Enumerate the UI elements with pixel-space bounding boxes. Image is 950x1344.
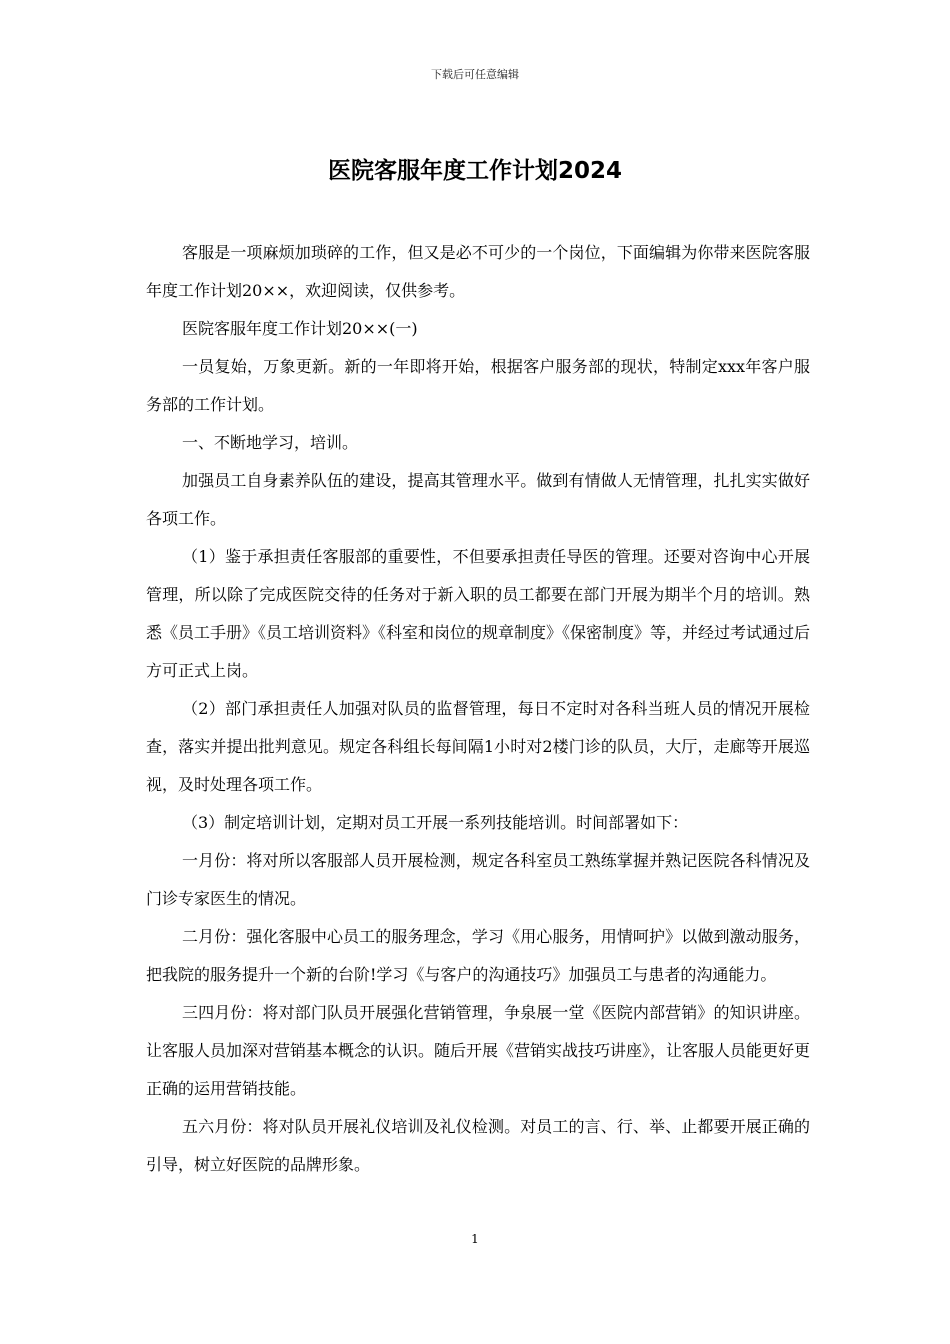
paragraph: （3）制定培训计划，定期对员工开展一系列技能培训。时间部署如下： xyxy=(182,813,689,832)
paragraph: 客服是一项麻烦加琐碎的工作，但又是必不可少的一个岗位，下面编辑为你带来医院客服年度工作计划20××，欢迎阅读，仅供参考。 xyxy=(146,243,810,300)
paragraph: 一、不断地学习，培训。 xyxy=(182,433,359,452)
paragraph: （2）部门承担责任人加强对队员的监督管理，每日不定时对各科当班人员的情况开展检查，落实并提出批判意见。规定各科组长每间隔1小时对2楼门诊的队员，大厅，走廊等开展巡视，及时处理各项工作。 xyxy=(146,699,810,794)
header-note: 下载后可任意编辑 xyxy=(431,68,519,81)
paragraph: 一月份：将对所以客服部人员开展检测，规定各科室员工熟练掌握并熟记医院各科情况及门诊专家医生的情况。 xyxy=(146,851,810,908)
paragraph: 加强员工自身素养队伍的建设，提高其管理水平。做到有情做人无情管理，扎扎实实做好各项工作。 xyxy=(146,471,810,528)
document-title: 医院客服年度工作计划2024 xyxy=(327,158,622,184)
paragraph: 三四月份：将对部门队员开展强化营销管理，争泉展一堂《医院内部营销》的知识讲座。让客服人员加深对营销基本概念的认识。随后开展《营销实战技巧讲座》，让客服人员能更好更正确的运用营销技能。 xyxy=(146,1003,811,1098)
paragraph: 五六月份：将对队员开展礼仪培训及礼仪检测。对员工的言、行、举、止都要开展正确的引导，树立好医院的品牌形象。 xyxy=(146,1117,810,1174)
document-body xyxy=(146,234,810,1184)
paragraph: 一员复始，万象更新。新的一年即将开始，根据客户服务部的现状，特制定xxx年客户服务部的工作计划。 xyxy=(146,357,810,414)
paragraph: 二月份：强化客服中心员工的服务理念，学习《用心服务，用情呵护》以做到激动服务，把我院的服务提升一个新的台阶!学习《与客户的沟通技巧》加强员工与患者的沟通能力。 xyxy=(146,927,810,984)
paragraph: 医院客服年度工作计划20××(一) xyxy=(182,319,418,338)
paragraph: （1）鉴于承担责任客服部的重要性，不但要承担责任导医的管理。还要对咨询中心开展管理，所以除了完成医院交待的任务对于新入职的员工都要在部门开展为期半个月的培训。熟悉《员工手册》《员工培训资料》《科室和岗位的规章制度》《保密制度》等，并经过考试通过后方可正式上岗。 xyxy=(146,547,811,680)
page-number: 1 xyxy=(471,1232,479,1246)
